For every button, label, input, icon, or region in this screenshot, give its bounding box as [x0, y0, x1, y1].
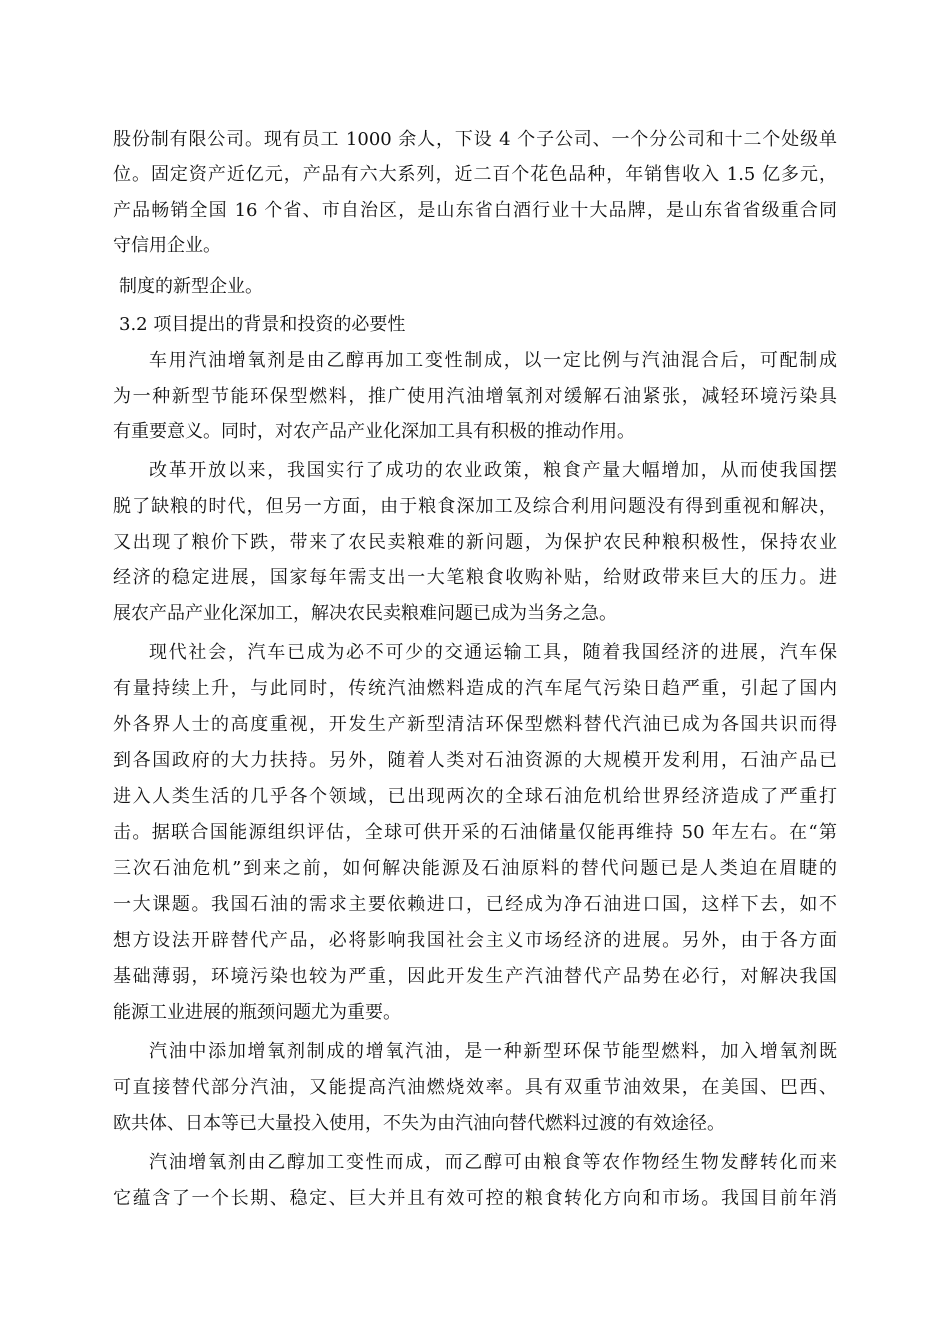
paragraph-line: 想方设法开辟替代产品，必将影响我国社会主义市场经济的进展。另外，由于各方面: [113, 930, 837, 951]
paragraph-line: 经济的稳定进展，国家每年需支出一大笔粮食收购补贴，给财政带来巨大的压力。进: [113, 567, 837, 588]
paragraph-line: 展农产品产业化深加工，解决农民卖粮难问题已成为当务之急。: [113, 603, 617, 624]
intro-line: 守信用企业。: [113, 235, 221, 256]
intro-line: 股份制有限公司。现有员工 1000 余人，下设 4 个子公司、一个分公司和十二个处级单: [113, 129, 837, 150]
paragraph-line: 有量持续上升，与此同时，传统汽油燃料造成的汽车尾气污染日趋严重，引起了国内: [113, 678, 837, 699]
paragraph-line: 汽油中添加增氧剂制成的增氧汽油，是一种新型环保节能型燃料，加入增氧剂既: [149, 1041, 837, 1062]
paragraph-line: 能源工业进展的瓶颈问题尤为重要。: [113, 1002, 401, 1023]
paragraph-line: 有重要意义。同时，对农产品产业化深加工具有积极的推动作用。: [113, 421, 635, 442]
paragraph-line: 可直接替代部分汽油，又能提高汽油燃烧效率。具有双重节油效果，在美国、巴西、: [113, 1077, 837, 1098]
paragraph-line: 为一种新型节能环保型燃料，推广使用汽油增氧剂对缓解石油紧张，减轻环境污染具: [113, 386, 837, 407]
paragraph-line: 汽油增氧剂由乙醇加工变性而成，而乙醇可由粮食等农作物经生物发酵转化而来: [149, 1152, 837, 1173]
paragraph-line: 三次石油危机”到来之前，如何解决能源及石油原料的替代问题已是人类迫在眉睫的: [113, 858, 837, 879]
paragraph-line: 击。据联合国能源组织评估，全球可供开采的石油储量仅能再维持 50 年左右。在“第: [113, 822, 837, 843]
paragraph-line: 改革开放以来，我国实行了成功的农业政策，粮食产量大幅增加，从而使我国摆: [149, 460, 837, 481]
paragraph-line: 欧共体、日本等已大量投入使用，不失为由汽油向替代燃料过渡的有效途径。: [113, 1113, 725, 1134]
intro-line: 位。固定资产近亿元，产品有六大系列，近二百个花色品种，年销售收入 1.5 亿多元，: [113, 164, 837, 185]
section-heading: 3.2 项目提出的背景和投资的必要性: [119, 314, 406, 335]
paragraph-line: 进入人类生活的几乎各个领域，已出现两次的全球石油危机给世界经济造成了严重打: [113, 786, 837, 807]
paragraph-line: 脱了缺粮的时代，但另一方面，由于粮食深加工及综合利用问题没有得到重视和解决，: [113, 496, 837, 517]
intro-line: 产品畅销全国 16 个省、市自治区，是山东省白酒行业十大品牌，是山东省省级重合同: [113, 200, 837, 221]
paragraph-line: 现代社会，汽车已成为必不可少的交通运输工具，随着我国经济的进展，汽车保: [149, 642, 837, 663]
paragraph-line: 又出现了粮价下跌，带来了农民卖粮难的新问题，为保护农民种粮积极性，保持农业: [113, 532, 837, 553]
paragraph-line: 车用汽油增氧剂是由乙醇再加工变性制成，以一定比例与汽油混合后，可配制成: [149, 350, 837, 371]
paragraph-line: 外各界人士的高度重视，开发生产新型清洁环保型燃料替代汽油已成为各国共识而得: [113, 714, 837, 735]
paragraph-line: 基础薄弱，环境污染也较为严重，因此开发生产汽油替代产品势在必行，对解决我国: [113, 966, 837, 987]
paragraph-line: 它蕴含了一个长期、稳定、巨大并且有效可控的粮食转化方向和市场。我国目前年消: [113, 1188, 837, 1209]
paragraph-line: 一大课题。我国石油的需求主要依赖进口，已经成为净石油进口国，这样下去，如不: [113, 894, 837, 915]
intro-extra-line: 制度的新型企业。: [119, 276, 263, 297]
paragraph-line: 到各国政府的大力扶持。另外，随着人类对石油资源的大规模开发利用，石油产品已: [113, 750, 837, 771]
